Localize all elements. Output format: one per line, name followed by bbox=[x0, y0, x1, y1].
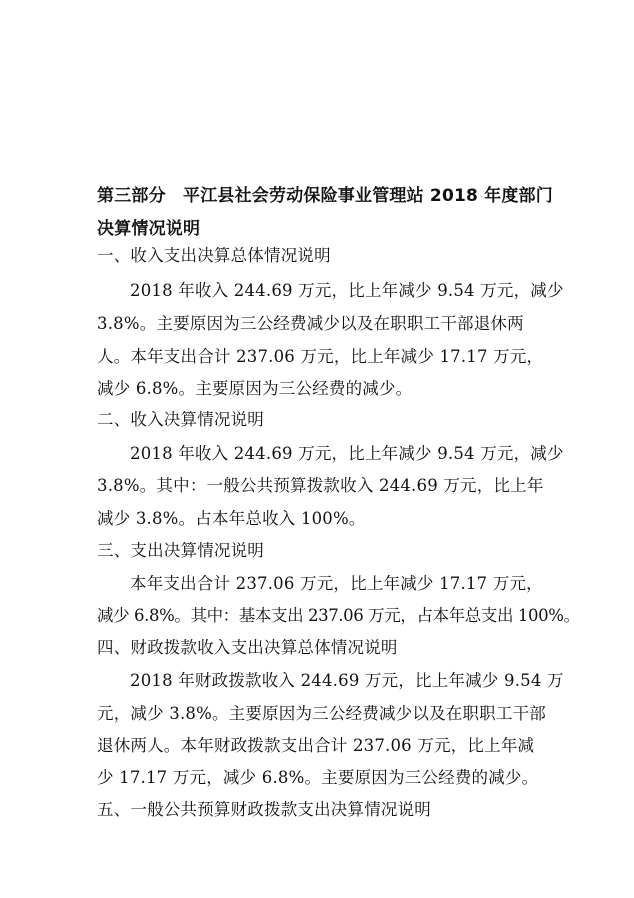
document-title-line-2: 决算情况说明 bbox=[97, 219, 201, 239]
section-2-line-2: 3.8%。其中：一般公共预算拨款收入 244.69 万元，比上年 bbox=[97, 476, 544, 495]
section-4-line-3: 退休两人。本年财政拨款支出合计 237.06 万元，比上年减 bbox=[97, 736, 535, 755]
section-1-heading: 一、收入支出决算总体情况说明 bbox=[97, 246, 331, 265]
section-1-line-2: 3.8%。主要原因为三公经费减少以及在职职工干部退休两 bbox=[97, 314, 524, 333]
section-4-line-1: 2018 年财政拨款收入 244.69 万元，比上年减少 9.54 万 bbox=[130, 671, 564, 690]
section-2-line-1: 2018 年收入 244.69 万元，比上年减少 9.54 万元，减少 bbox=[130, 444, 564, 463]
section-5-heading: 五、一般公共预算财政拨款支出决算情况说明 bbox=[97, 800, 431, 819]
section-4-line-4: 少 17.17 万元，减少 6.8%。主要原因为三公经费的减少。 bbox=[97, 768, 539, 787]
section-2-line-3: 减少 3.8%。占本年总收入 100%。 bbox=[97, 509, 366, 528]
section-2-heading: 二、收入决算情况说明 bbox=[97, 410, 264, 429]
section-4-line-2: 元，减少 3.8%。主要原因为三公经费减少以及在职职工干部 bbox=[97, 704, 546, 723]
section-3-heading: 三、支出决算情况说明 bbox=[97, 541, 264, 560]
section-3-line-1: 本年支出合计 237.06 万元，比上年减少 17.17 万元， bbox=[130, 574, 543, 593]
section-4-heading: 四、财政拨款收入支出决算总体情况说明 bbox=[97, 638, 398, 657]
section-1-line-4: 减少 6.8%。主要原因为三公经费的减少。 bbox=[97, 379, 413, 398]
document-title-line-1: 第三部分 平江县社会劳动保险事业管理站 2018 年度部门 bbox=[97, 186, 553, 206]
section-1-line-1: 2018 年收入 244.69 万元，比上年减少 9.54 万元，减少 bbox=[130, 281, 564, 300]
section-3-line-2: 减少 6.8%。其中：基本支出 237.06 万元，占本年总支出 100%。 bbox=[97, 606, 580, 625]
section-1-line-3: 人。本年支出合计 237.06 万元，比上年减少 17.17 万元， bbox=[97, 347, 544, 366]
